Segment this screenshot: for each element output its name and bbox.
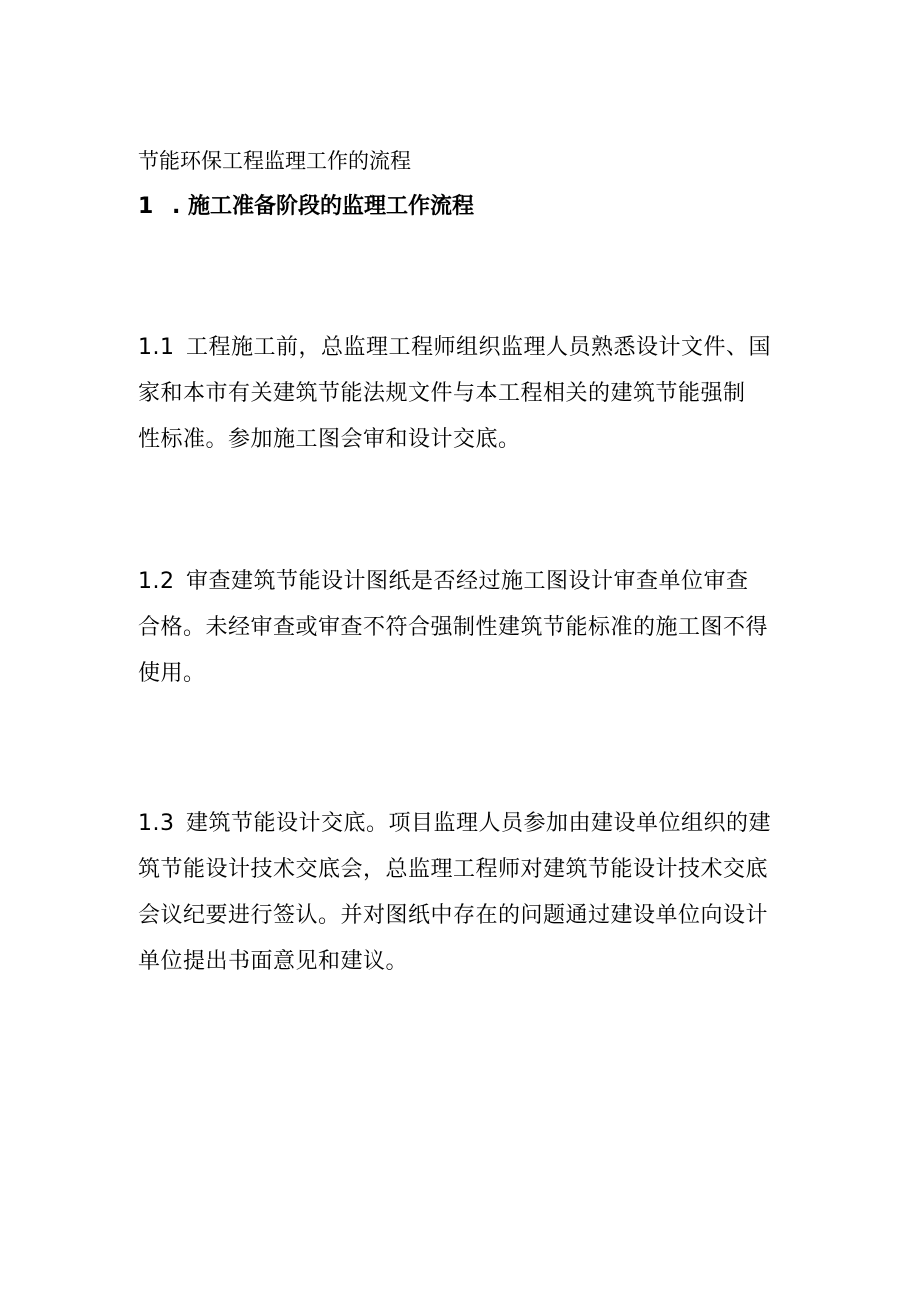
paragraph-line: 家和本市有关建筑节能法规文件与本工程相关的建筑节能强制 bbox=[138, 381, 746, 406]
paragraph-text: 审查建筑节能设计图纸是否经过施工图设计审查单位审查 bbox=[186, 569, 749, 594]
paragraph-number: 1.3 bbox=[138, 811, 175, 836]
paragraph-line: 单位提出书面意见和建议。 bbox=[138, 949, 409, 974]
paragraph-text: 建筑节能设计交底。项目监理人员参加由建设单位组织的建 bbox=[186, 811, 772, 836]
paragraph-line: 合格。未经审查或审查不符合强制性建筑节能标准的施工图不得 bbox=[138, 615, 769, 640]
document-title: 节能环保工程监理工作的流程 bbox=[138, 149, 411, 173]
paragraph-1-1 bbox=[138, 325, 798, 463]
paragraph-number: 1.1 bbox=[138, 335, 175, 360]
paragraph-line bbox=[138, 325, 798, 371]
section-title: . 施工准备阶段的监理工作流程 bbox=[172, 194, 475, 219]
section-number: 1 bbox=[138, 194, 154, 219]
paragraph-number: 1.2 bbox=[138, 569, 175, 594]
paragraph-line: 性标准。参加施工图会审和设计交底。 bbox=[138, 427, 521, 452]
paragraph-line: 使用。 bbox=[138, 661, 206, 686]
paragraph-1-2 bbox=[138, 559, 798, 697]
paragraph-1-3 bbox=[138, 801, 798, 985]
paragraph-line bbox=[138, 801, 798, 847]
paragraph-line: 会议纪要进行签认。并对图纸中存在的问题通过建设单位向设计 bbox=[138, 903, 769, 928]
paragraph-line bbox=[138, 559, 798, 605]
paragraph-text: 工程施工前，总监理工程师组织监理人员熟悉设计文件、国 bbox=[186, 335, 772, 360]
section-heading bbox=[138, 191, 474, 223]
paragraph-line: 筑节能设计技术交底会，总监理工程师对建筑节能设计技术交底 bbox=[138, 857, 769, 882]
